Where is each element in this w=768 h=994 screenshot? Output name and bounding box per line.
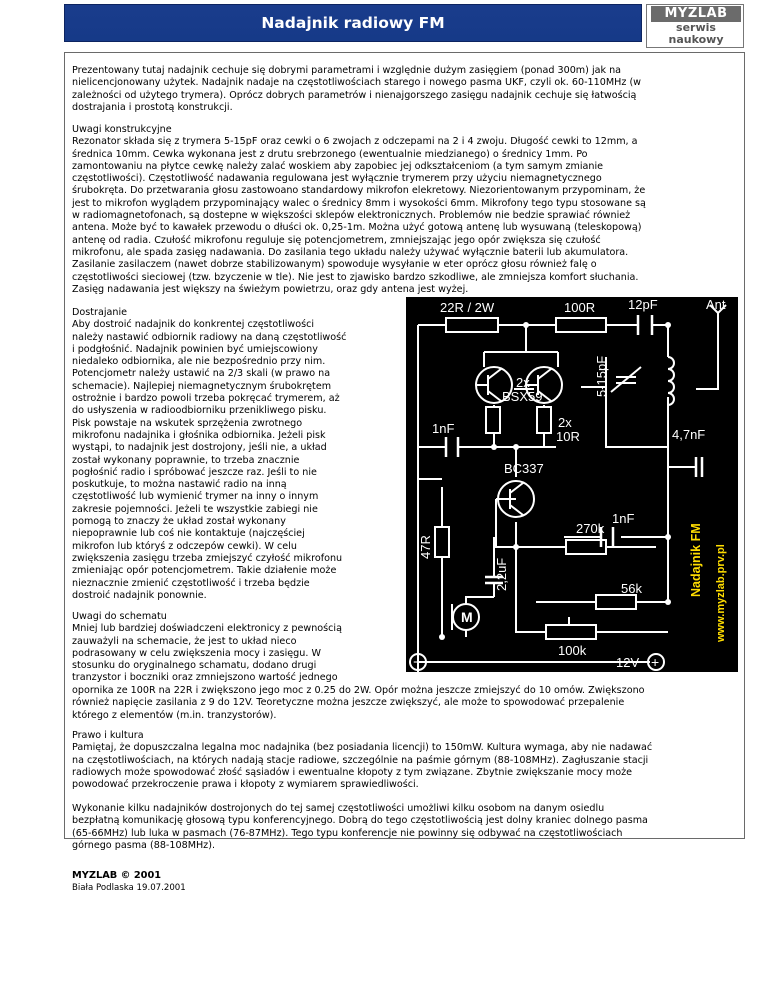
label-56k: 56k: [621, 581, 642, 596]
microphone: [452, 604, 479, 630]
text-line: zakresie pojemności. Jeżeli te wszystkie zabiegi nie: [72, 503, 318, 515]
logo-line-3: naukowy: [668, 33, 724, 46]
label-100k: 100k: [558, 643, 587, 658]
text-line: radiowych może spowodować złość sąsiadów i ewentualne kłopoty z tym związane. Zbytnie zwiększanie mocy może: [72, 766, 633, 778]
text-line: Zasilanie zasilaczem (nawet dobrze stabilizowanym) spowoduje wysyłanie w eter oprócz głosu również falę o: [72, 259, 597, 271]
text-line: Prezentowany tutaj nadajnik cechuje się dobrymi parametrami i względnie dużym zasięgiem (ponad 300m) jak na: [72, 65, 622, 76]
text-line: Pamiętaj, że dopuszczalna legalna moc nadajnika (bez posiadania licencji) to 150mW. Kultura wymaga, aby nie nadawać: [72, 742, 653, 754]
text-line: wystąpi, to nadajnik jest dostrojony, jeśli nie, a układ: [72, 442, 327, 454]
section-heading: Uwagi konstrukcyjne: [72, 124, 172, 135]
text-line: powodować przekroczenie prawa i kłopoty z wymiarem sprawiedliwości.: [72, 779, 419, 791]
potentiometer-100k: [546, 625, 596, 639]
text-line: niedaleko odbiornika, ale nie bezpośrednio przy nim.: [72, 356, 326, 368]
schema-notes-section: [72, 611, 402, 685]
text-line: średnica 10mm. Cewka wykonana jest z drutu srebrzonego (ewentualnie miedzianego) o średnicy 1mm. Po: [72, 148, 588, 160]
text-line: Potencjometr należy ustawić na 2/3 skali (w prawo na: [72, 368, 331, 380]
text-line: antenę od radia. Czułość mikrofonu reguluje się potencjometrem, zmniejszając jego opór zwiększa się czułość: [72, 234, 601, 246]
text-line: w radiomagnetofonach, są dostepne w większości sklepów elektronicznych. Problemów nie bedzie sprawiać również: [72, 210, 631, 222]
label-bc337: BC337: [504, 461, 544, 476]
text-line: Rezonator składa się z trymera 5-15pF oraz cewki o 6 zwojach z odczepami na 2 i 4 zwoju. Długość cewki to 12mm, a: [72, 136, 638, 148]
text-line: Zasięg nadawania jest większy na świeżym powietrzu, oraz gdy antena jest wyżej.: [72, 283, 469, 295]
text-line: Mniej lub bardziej doświadczeni elektronicy z pewnością: [72, 623, 342, 635]
label-4-7nf: 4,7nF: [672, 427, 706, 442]
footer-place-date: Biała Podlaska 19.07.2001: [72, 883, 186, 893]
label-12v: 12V: [616, 655, 640, 670]
resistor-100r: [556, 318, 606, 332]
text-line: górnego pasma (88-108MHz).: [72, 839, 216, 851]
label-minus: −: [413, 654, 422, 671]
resistor-10r-a: [486, 407, 500, 433]
label-trimmer: 5-15pF: [594, 355, 609, 397]
label-1nf-left: 1nF: [432, 421, 455, 436]
text-line: niepoprawnie lub coś nie kontaktuje (najczęściej: [72, 528, 305, 540]
resistor-56k: [596, 595, 636, 609]
label-10r-count: 2x: [558, 415, 572, 430]
tuning-section: [72, 307, 402, 602]
text-line: na częstotliwościach, na których nadają stacje radiowe, szczególnie na paśmie górnym (88-108MHz). Zagłuszanie stacji: [72, 754, 649, 766]
label-plus: +: [651, 654, 660, 670]
label-12pf: 12pF: [628, 297, 658, 312]
section-heading: Prawo i kultura: [72, 730, 144, 741]
schema-notes-continued: [72, 685, 732, 722]
label-22r: 22R / 2W: [440, 300, 495, 315]
text-line: bezpłatną komunikację głosową typu konferencyjnego. Dobrą do tego częstotliwością jest dolny kraniec dolnego pasma: [72, 815, 648, 827]
text-line: i podgłośnić. Nadajnik powinien być umiejscowiony: [72, 343, 318, 355]
text-line: śrubokręta. Do przetwarania głosu zastowoano standardowy mikrofon elekretowy. Niezorientowanym przypominam, że: [72, 185, 646, 197]
text-line: częstotliwość lub wymienić trymer na inny o innym: [72, 491, 319, 503]
text-line: częstotliwości). Częstotliwość nadawania regulowana jest wyłącznie trymerem przy użyciu niemagnetycznego: [72, 173, 602, 185]
text-line: mikrofonu nadajnika i głośnika odbiornika. Jeżeli pisk: [72, 429, 326, 441]
myzlab-logo: [646, 4, 744, 48]
text-line: podrasowany w celu zwiększenia mocy i zasięgu. W: [72, 647, 321, 659]
footer-copyright: MYZLAB © 2001: [72, 870, 162, 881]
text-line: jest to mikrofon wyglądem przypominający walec o średnicy 8mm i wysokości 6mm. Mikrofony tego typu stosowane są: [72, 197, 646, 209]
text-line: zamontowaniu na płytce cewkę należy zalać woskiem aby zapobiec jej odkształceniom (a tym samym zmianie: [72, 160, 604, 172]
text-line: Pisk powstaje na wskutek sprzężenia zwrotnego: [72, 417, 303, 429]
logo-line-1: MYZLAB: [651, 6, 741, 22]
label-100r: 100R: [564, 300, 596, 315]
microphone-label: M: [461, 609, 473, 625]
label-10r: 10R: [556, 429, 580, 444]
resistor-22r: [446, 318, 498, 332]
label-1nf-right: 1nF: [612, 511, 635, 526]
text-line: zmieniając opór potencjometrem. Takie działenie może: [72, 565, 337, 577]
text-line: mikrofonu, ale spada zasięg nadawania. Do zasilania tego układu należy używać wyłącznie baterii lub akumulatora.: [72, 246, 629, 258]
label-2-2uf: 2,2uF: [494, 557, 509, 591]
text-line: częstotliwości sieciowej (tzw. bzyczenie w tle). Nie jest to zjawisko bardzo szkodliwe, ale zmniejsza komfort słuchania.: [72, 271, 639, 283]
conference-section: [72, 803, 732, 852]
page-title: Nadajnik radiowy FM: [64, 4, 642, 42]
text-line: (65-66MHz) lub luka w pasmach (76-87MHz). Tego typu konferencje nie powinny się odbywać na częstotliwościach: [72, 827, 623, 839]
law-section: [72, 730, 732, 791]
text-line: zwiększenia zasięgu trzeba zmiejszyć czyłość mikrofonu: [72, 552, 343, 564]
section-heading: Uwagi do schematu: [72, 611, 167, 622]
text-line: stosunku do oryginalnego schamatu, dodano drugi: [72, 660, 317, 672]
construction-section: [72, 124, 732, 296]
text-line: dostroić nadajnik ponownie.: [72, 589, 207, 601]
circuit-schematic: [406, 297, 738, 672]
schematic-title-vertical: Nadajnik FM: [689, 523, 703, 597]
label-270k: 270k: [576, 521, 605, 536]
label-bsx-count: 2x: [516, 375, 530, 390]
text-line: opornika ze 100R na 22R i zwiększono jego moc z 0.25 do 2W. Opór można jeszcze zmiejszyć do 10 omów. Zwiększono: [72, 685, 645, 696]
resistor-10r-b: [537, 407, 551, 433]
text-line: pogłośnić radio i spróbować jeszcze raz. Jeśli to nie: [72, 466, 317, 478]
text-line: schemacie). Najlepiej niemagnetycznym śrubokrętem: [72, 380, 332, 392]
section-heading: Dostrajanie: [72, 307, 128, 318]
text-line: ostrożnie i bardzo powoli trzeba pokręcać trymerem, aż: [72, 393, 340, 405]
label-ant: Ant: [706, 297, 726, 312]
text-line: również napięcie zasilania z 9 do 12V. Teoretyczne można jeszcze zwiększyć, ale może to spowodować przepalenie: [72, 697, 625, 709]
text-line: którego z elementów (m.in. tranzystorów).: [72, 709, 277, 721]
text-line: należy nastawić odbiornik radiowy na daną częstotliwość: [72, 331, 347, 343]
resistor-47r: [435, 527, 449, 557]
text-line: został wykonany poprawnie, to trzeba znacznie: [72, 454, 300, 466]
text-line: Aby dostroić nadajnik do konkrentej częstotliwości: [72, 319, 315, 331]
label-47r: 47R: [418, 535, 433, 559]
logo-line-2: serwis: [676, 21, 716, 34]
text-line: nielicencjonowany użytek. Nadajnik nadaje na częstotliwościach starego i nowego pasma UKF, czyli ok. 60-110MHz (w: [72, 77, 642, 89]
text-line: nieznacznie zmienić częstotliwość i trzeba będzie: [72, 577, 310, 589]
schematic-url-vertical: www.myzlab.prv.pl: [715, 544, 727, 642]
text-line: pomogą to znaczy że układ został wykonany: [72, 516, 286, 528]
text-line: antena. Może być to kawałek przewodu o dłuści ok. 0,25-1m. Można użyć gotową antenę lub wysuwaną (teleskopową): [72, 222, 642, 234]
text-line: Wykonanie kilku nadajników dostrojonych do tej samej częstotliwości umożliwi kilku osobom na danym osiedlu: [72, 803, 605, 814]
text-line: tranzystor i boczniki oraz zmniejszono wartość jednego: [72, 672, 338, 684]
intro-paragraph: [72, 65, 732, 114]
text-line: do usłyszenia w radioodbiorniku przenikliwego pisku.: [72, 405, 327, 417]
label-bsx59: BSX59: [502, 389, 543, 404]
text-line: poskutkuje, to można nastawić radio na inną: [72, 479, 287, 491]
text-line: mikrofon lub któryś z odczepów cewki). W celu: [72, 540, 297, 552]
text-line: zauważyli na schemacie, że jest to układ nieco: [72, 635, 297, 647]
text-line: dostrajania i prostotą konstrukcji.: [72, 101, 233, 113]
text-line: zależności od użytego trymera). Oprócz dobrych parametrów i nienajgorszego zasięgu nadajnik cechuje się łatwością: [72, 89, 637, 101]
